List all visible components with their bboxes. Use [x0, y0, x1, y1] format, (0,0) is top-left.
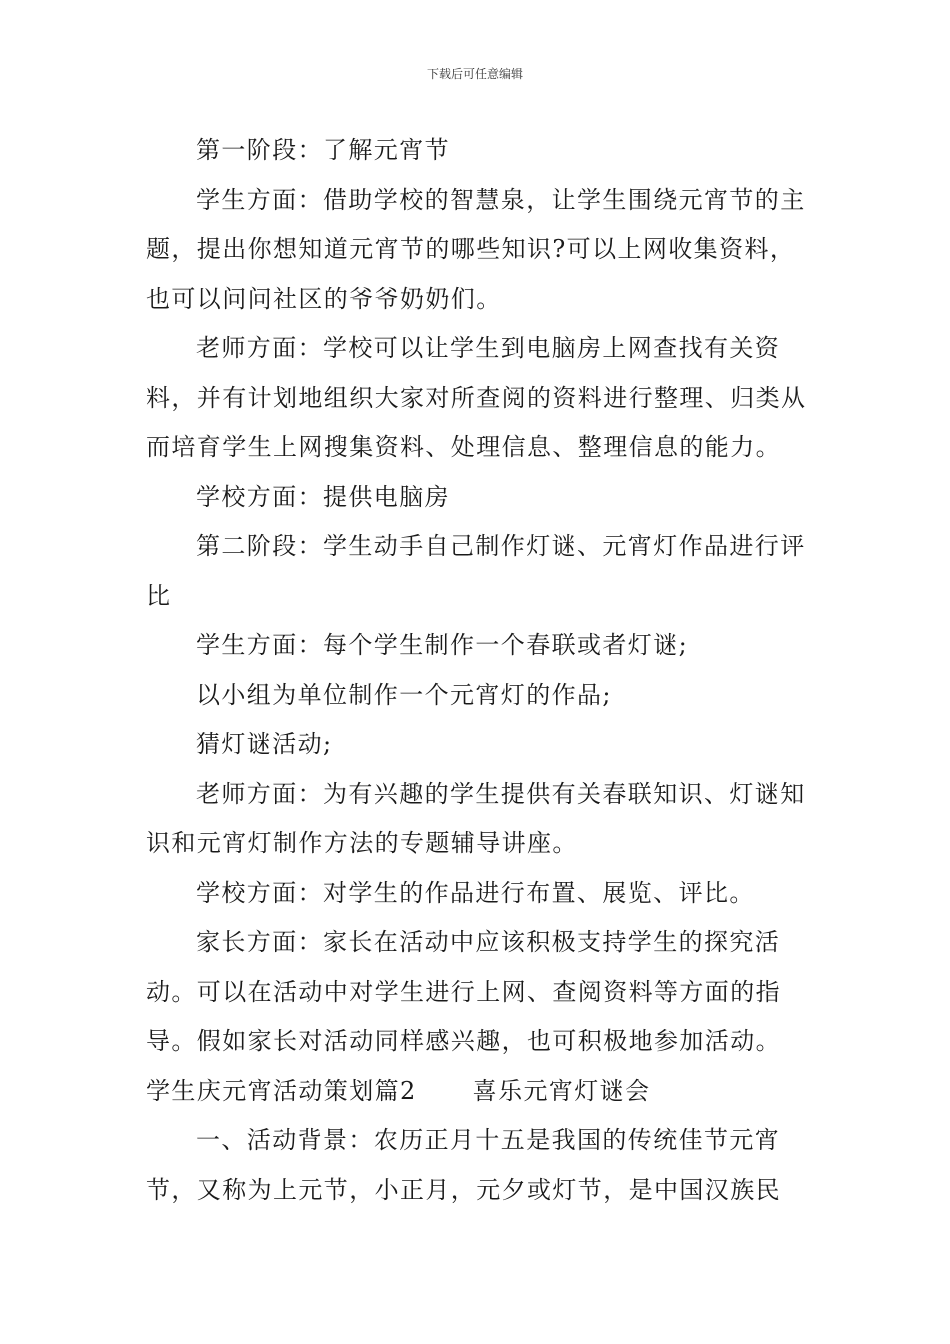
paragraph-stage-two-school: 学校方面：对学生的作品进行布置、展览、评比。 — [196, 878, 755, 907]
document-body — [146, 126, 808, 1215]
section-heading-subtitle: 喜乐元宵灯谜会 — [472, 1076, 651, 1105]
paragraph-stage-one-title: 第一阶段：了解元宵节 — [196, 136, 450, 164]
paragraph-stage-two-groups: 以小组为单位制作一个元宵灯的作品; — [196, 680, 612, 709]
paragraph-stage-one-school: 学校方面：提供电脑房 — [196, 482, 450, 511]
page-header: 下载后可任意编辑 — [426, 67, 523, 81]
section-heading-title: 学生庆元宵活动策划篇2 — [146, 1076, 417, 1105]
paragraph-stage-one-teachers: 老师方面：学校可以让学生到电脑房上网查找有关资料，并有计划地组织大家对所查阅的资料进行整理、归类从而培育学生上网搜集资料、处理信息、整理信息的能力。 — [146, 334, 807, 461]
paragraph-stage-two-students: 学生方面：每个学生制作一个春联或者灯谜; — [196, 631, 689, 659]
section-heading — [146, 1067, 808, 1117]
paragraph-stage-two-parents: 家长方面：家长在活动中应该积极支持学生的探究活动。可以在活动中对学生进行上网、查阅资料等方面的指导。假如家长对活动同样感兴趣，也可积极地参加活动。 — [146, 928, 781, 1055]
paragraph-stage-one-students: 学生方面：借助学校的智慧泉，让学生围绕元宵节的主题，提出你想知道元宵节的哪些知识?可以上网收集资料，也可以问问社区的爷爷奶奶们。 — [146, 185, 806, 313]
paragraph-stage-two-title: 第二阶段：学生动手自己制作灯谜、元宵灯作品进行评比 — [146, 532, 806, 610]
paragraph-stage-two-riddles: 猜灯谜活动; — [196, 730, 333, 758]
paragraph-stage-two-teachers: 老师方面：为有兴趣的学生提供有关春联知识、灯谜知识和元宵灯制作方法的专题辅导讲座。 — [146, 779, 806, 857]
paragraph-activity-background: 一、活动背景：农历正月十五是我国的传统佳节元宵节，又称为上元节，小正月，元夕或灯节，是中国汉族民 — [146, 1126, 781, 1204]
